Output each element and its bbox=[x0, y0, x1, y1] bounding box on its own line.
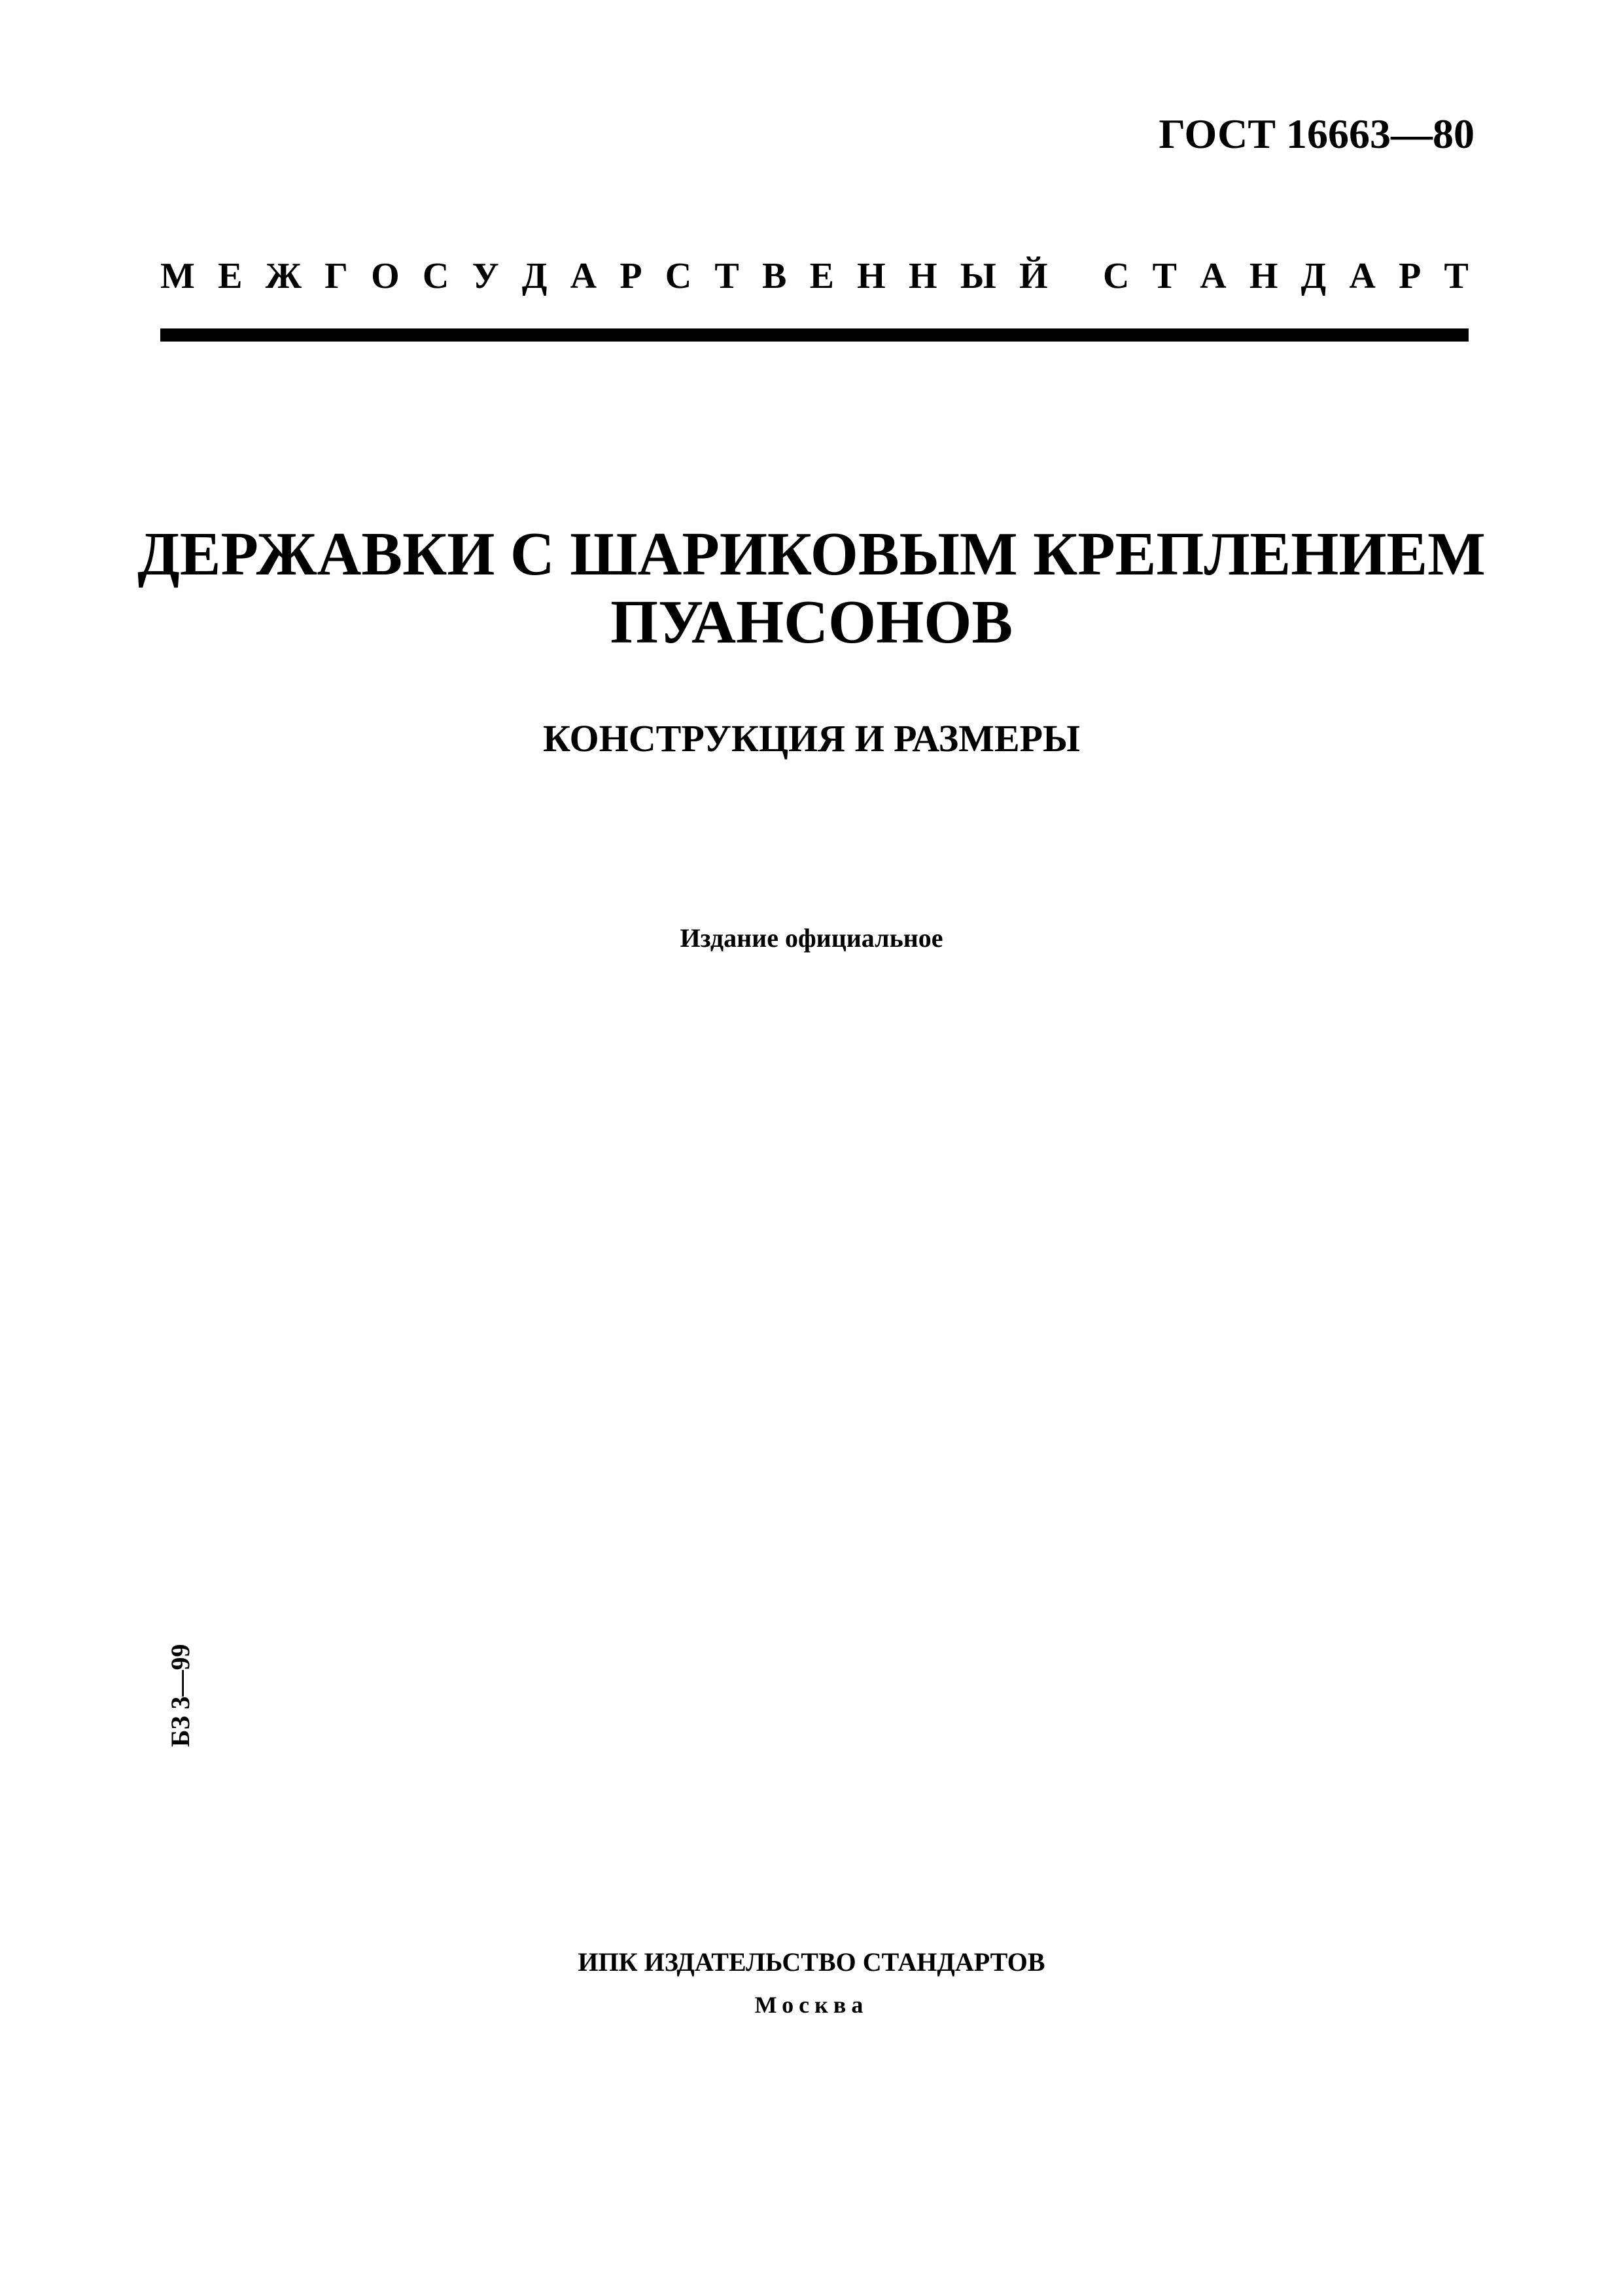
standard-type-letter: В bbox=[762, 256, 787, 296]
standard-type-letter: Е bbox=[218, 256, 243, 296]
standard-number: ГОСТ 16663—80 bbox=[1159, 111, 1475, 157]
standard-type-letter: Т bbox=[1444, 256, 1469, 296]
standard-type-letter: Г bbox=[324, 256, 348, 296]
standard-type-letter: С bbox=[1102, 256, 1130, 296]
standard-type-letter: Ы bbox=[960, 256, 996, 296]
document-subtitle: КОНСТРУКЦИЯ И РАЗМЕРЫ bbox=[542, 717, 1081, 760]
standard-type-letter: О bbox=[371, 256, 400, 296]
edition-note: Издание официальное bbox=[680, 923, 943, 953]
standard-type-letter: Т bbox=[1152, 256, 1177, 296]
standard-type-letter: Н bbox=[908, 256, 937, 296]
standard-type-letter: А bbox=[1349, 256, 1376, 296]
standard-type-letter: С bbox=[665, 256, 692, 296]
heading-divider bbox=[160, 328, 1469, 342]
standard-type-letter: Д bbox=[1300, 256, 1327, 296]
publisher-city: Москва bbox=[754, 1992, 869, 2018]
publisher-name: ИПК ИЗДАТЕЛЬСТВО СТАНДАРТОВ bbox=[578, 1947, 1045, 1977]
side-code-text: БЗ 3—99 bbox=[166, 1644, 195, 1747]
standard-type-gap bbox=[1071, 255, 1080, 297]
standard-type-letter: Ж bbox=[265, 256, 302, 296]
standard-type-letter: Й bbox=[1019, 256, 1048, 296]
standard-type-letter: Р bbox=[1399, 256, 1422, 296]
standard-type-letter: А bbox=[1200, 256, 1227, 296]
standard-type-letter: А bbox=[570, 256, 597, 296]
standard-type-letter: С bbox=[422, 256, 449, 296]
standard-type-letter: Е bbox=[809, 256, 834, 296]
standard-type-heading bbox=[160, 255, 1469, 297]
document-title bbox=[0, 520, 1623, 656]
document-title-line-1: ДЕРЖАВКИ С ШАРИКОВЫМ КРЕПЛЕНИЕМ bbox=[137, 520, 1486, 588]
standard-type-letter: Н bbox=[857, 256, 886, 296]
standard-type-letter: Д bbox=[521, 256, 548, 296]
standard-type-letter: У bbox=[472, 256, 499, 296]
standard-type-letter: Р bbox=[620, 256, 642, 296]
standard-type-letter: М bbox=[160, 256, 195, 296]
standard-type-letter: Т bbox=[714, 256, 739, 296]
document-title-line-2: ПУАНСОНОВ bbox=[610, 588, 1013, 656]
standard-type-letter: Н bbox=[1249, 256, 1278, 296]
